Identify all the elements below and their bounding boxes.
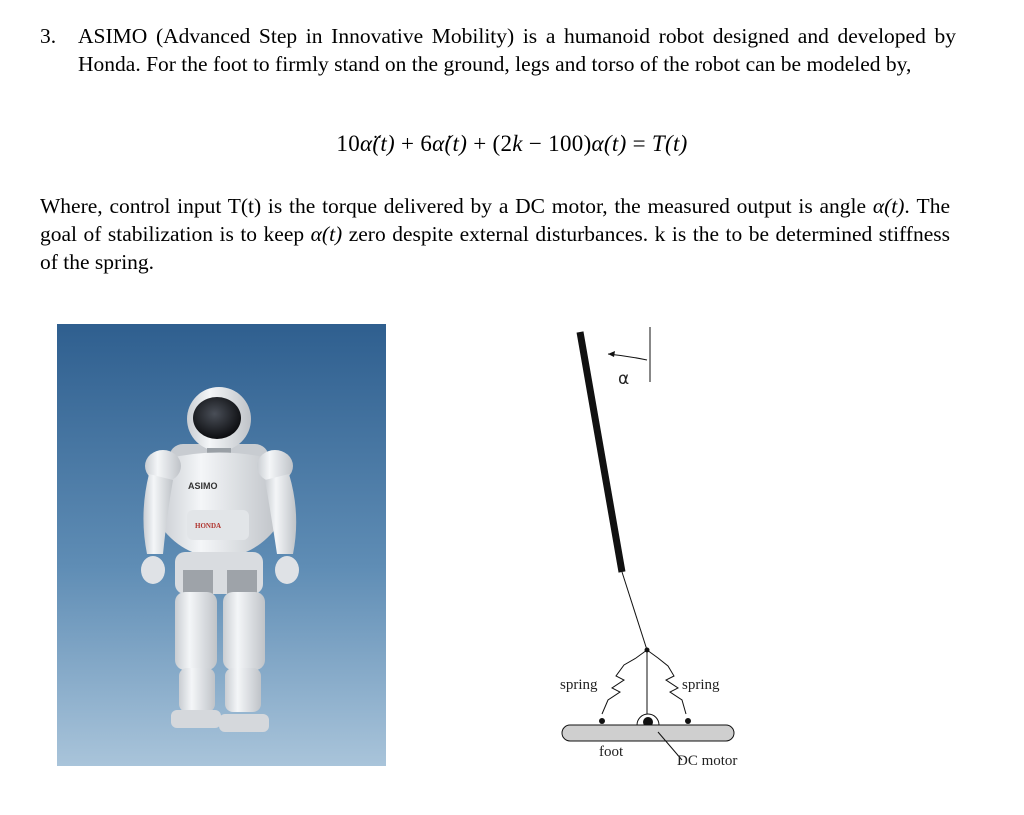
angle-label: α [618, 369, 630, 389]
where-part2: . The goal of stabilization is to keep [40, 194, 950, 246]
eq-T: T [651, 131, 665, 156]
asimo-photo [57, 324, 386, 766]
equation [0, 131, 1024, 157]
where-paragraph [40, 192, 950, 276]
problem-text: ASIMO (Advanced Step in Innovative Mobility) is a humanoid robot designed and developed by Honda. For the foot to firmly stand on the ground, legs and torso of the robot can be modeled by, [78, 24, 956, 76]
robot-left-foot [171, 710, 221, 728]
robot-visor [193, 397, 241, 439]
eq-c3-close: − 100) [522, 131, 592, 156]
honda-logo: HONDA [195, 522, 222, 530]
robot-right-foot [219, 714, 269, 732]
eq-alpha-dot: α̇ [432, 131, 445, 156]
right-spring [647, 650, 686, 714]
spring-label-right: spring [682, 677, 720, 693]
eq-alpha-ddot: α̈ [360, 131, 373, 156]
eq-c2: 6 [420, 131, 433, 156]
problem-number: 3. [40, 24, 57, 48]
torso-model-diagram [540, 320, 770, 780]
eq-arg-4: (t) [665, 131, 688, 156]
where-alpha-t-2: α(t) [310, 222, 343, 246]
torso-bar [580, 332, 622, 572]
robot-left-leg [175, 592, 217, 670]
foot-label: foot [599, 744, 624, 760]
left-spring [602, 650, 647, 714]
eq-plus-2: + [467, 131, 493, 156]
eq-arg-2: (t) [444, 131, 468, 156]
eq-equals: = [626, 131, 652, 156]
where-part3: zero despite external disturbances. k is the to be determined stiffness of the spring. [40, 222, 950, 274]
where-part1: Where, control input T(t) is the torque delivered by a DC motor, the measured output is angle [40, 194, 867, 218]
robot-right-leg [223, 592, 265, 670]
eq-arg-3: (t) [603, 131, 627, 156]
eq-c3-open: (2 [492, 131, 513, 156]
eq-plus-1: + [394, 131, 421, 156]
asimo-logo: ASIMO [188, 481, 218, 491]
where-alpha-t-1: α(t) [872, 194, 905, 218]
leg-line [622, 572, 647, 650]
spring-label-left: spring [560, 677, 598, 693]
eq-alpha: α [591, 131, 604, 156]
foot-plate [562, 725, 734, 741]
eq-k: k [512, 131, 523, 156]
eq-arg-1: (t) [372, 131, 395, 156]
dc-motor-label: DC motor [677, 753, 738, 769]
eq-c1: 10 [336, 131, 360, 156]
